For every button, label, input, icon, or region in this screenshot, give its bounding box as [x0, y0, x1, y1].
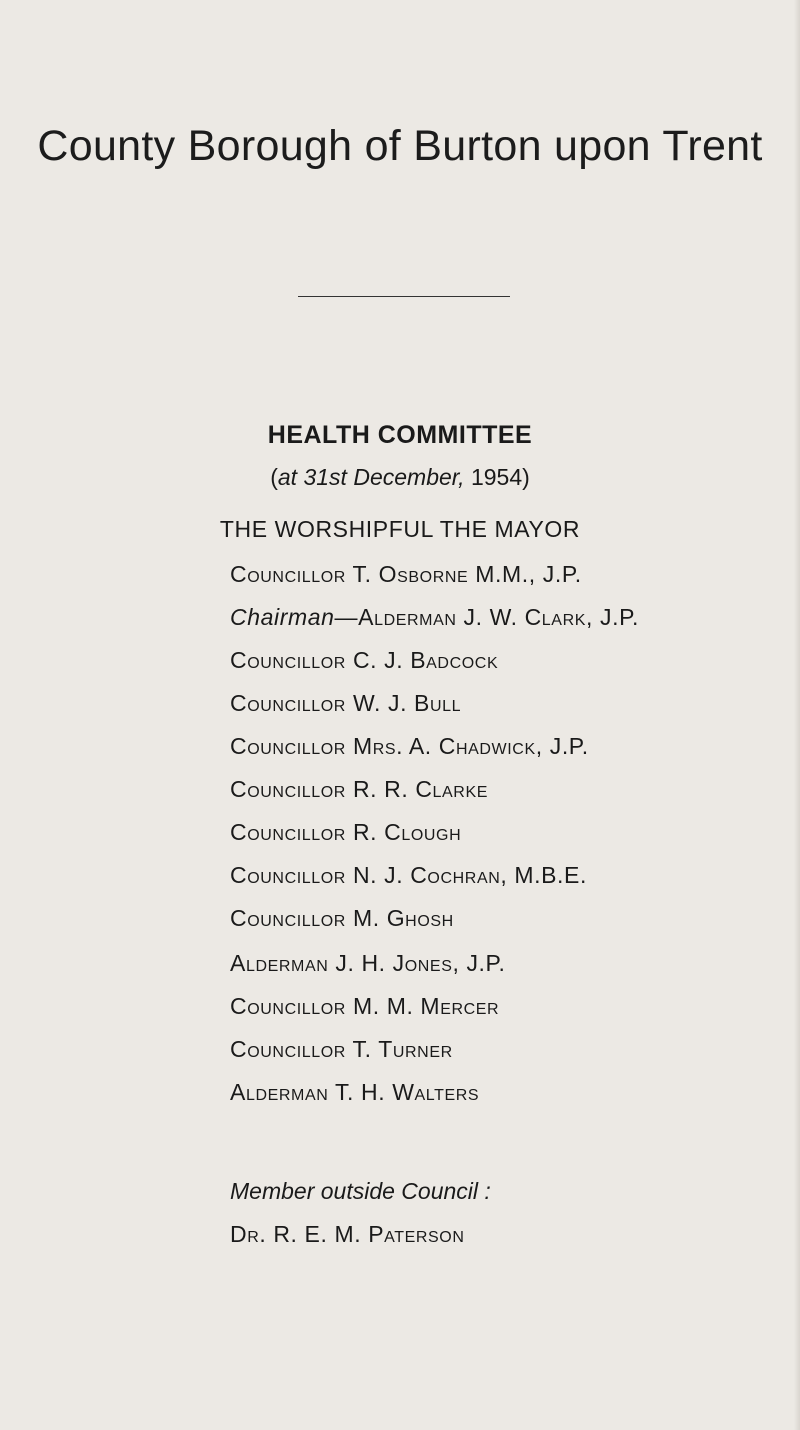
member-line: Councillor W. J. Bull	[230, 690, 462, 716]
member-line: Councillor M. M. Mercer	[230, 993, 500, 1019]
member-line: Alderman T. H. Walters	[230, 1079, 480, 1105]
member-line: Councillor R. Clough	[230, 819, 462, 845]
date-day: 31st	[303, 464, 347, 490]
member-line: Councillor T. Turner	[230, 1036, 453, 1062]
date-line	[0, 464, 800, 491]
date-open-paren: (	[270, 464, 278, 490]
page-edge	[794, 0, 800, 1430]
mayor-line: THE WORSHIPFUL THE MAYOR	[219, 516, 581, 542]
date-month: December,	[353, 464, 465, 490]
chairman-label: Chairman	[230, 604, 335, 630]
committee-heading: HEALTH COMMITTEE	[267, 421, 533, 449]
chairman-name: Alderman J. W. Clark, J.P.	[358, 604, 640, 630]
member-line: Councillor M. Ghosh	[230, 905, 454, 931]
member-line: Councillor T. Osborne M.M., J.P.	[230, 561, 582, 587]
member-line: Alderman J. H. Jones, J.P.	[230, 950, 506, 976]
member-line: Councillor N. J. Cochran, M.B.E.	[230, 862, 587, 888]
chairman-line	[230, 604, 639, 631]
chairman-dash: —	[334, 604, 359, 630]
divider-rule	[298, 296, 510, 297]
date-at: at	[277, 464, 298, 490]
member-line: Councillor Mrs. A. Chadwick, J.P.	[230, 733, 589, 759]
member-line: Councillor R. R. Clarke	[230, 776, 489, 802]
member-line: Councillor C. J. Badcock	[230, 647, 499, 673]
outside-member-label: Member outside Council :	[230, 1178, 491, 1204]
outside-member: Dr. R. E. M. Paterson	[230, 1221, 465, 1247]
page-title: County Borough of Burton upon Trent	[37, 122, 763, 170]
date-year: 1954)	[470, 464, 530, 490]
